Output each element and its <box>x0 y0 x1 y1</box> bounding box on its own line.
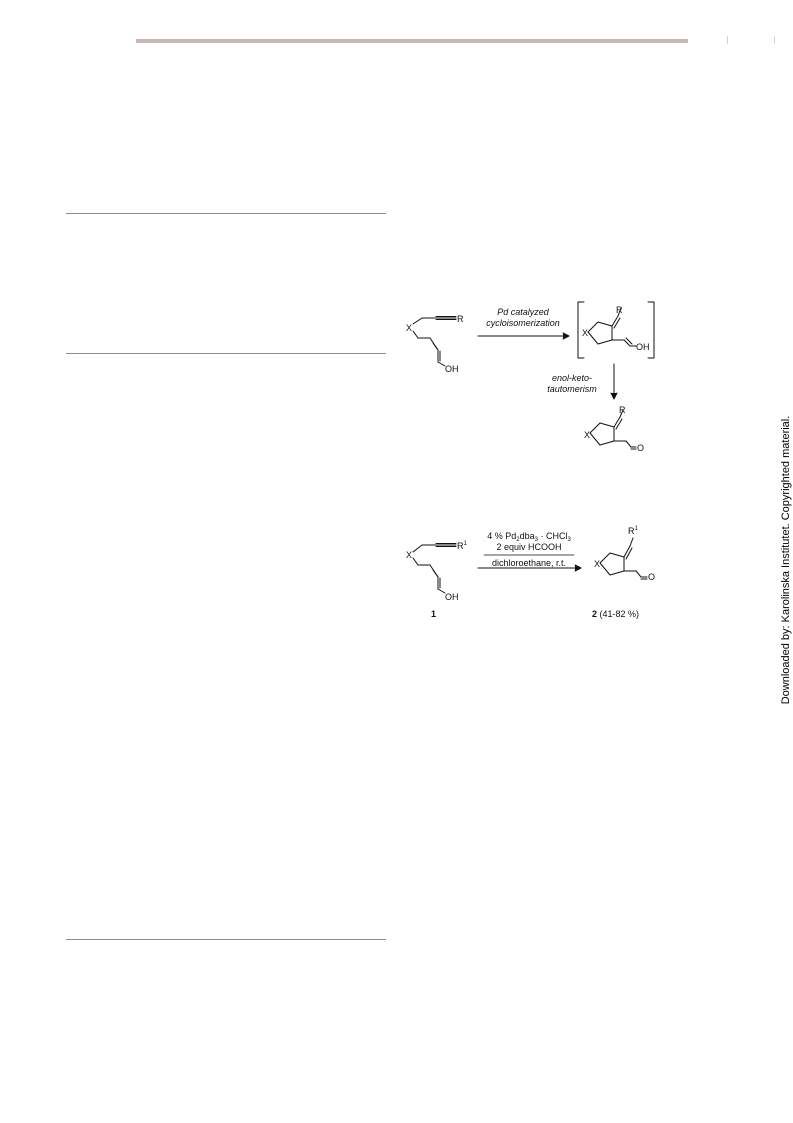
scheme2-substrate <box>413 544 456 594</box>
atom-oh: OH <box>445 592 459 602</box>
condition-acid: 2 equiv HCOOH <box>496 542 562 552</box>
condition-solvent: dichloroethane, r.t. <box>491 558 567 568</box>
atom-r: R <box>616 305 623 315</box>
atom-r1: $R^1$ <box>628 526 638 536</box>
arrow-label-catalysis: Pd catalyzed <box>497 307 549 317</box>
atom-o: O <box>637 443 645 453</box>
compound-2-label: 2 (41-82 %) <box>592 609 640 619</box>
down-label-tautomerism: tautomerism <box>547 384 597 394</box>
atom-oh: OH <box>445 364 459 374</box>
scheme1-substrate <box>413 317 456 367</box>
atom-o: O <box>648 572 656 582</box>
atom-r: R <box>619 405 626 415</box>
scheme2-product <box>600 538 647 579</box>
atom-x: X <box>584 430 591 440</box>
arrow-label-cycloisomerization: cycloisomerization <box>486 318 560 328</box>
condition-catalyst: 4 % $Pd_2dba_3$ · CHCl$_3$ <box>487 531 571 543</box>
atom-x: X <box>582 328 589 338</box>
atom-x: X <box>406 323 413 333</box>
atom-x: X <box>406 550 413 560</box>
scheme1-product <box>590 410 636 449</box>
atom-r: R <box>457 314 464 324</box>
atom-oh: OH <box>636 342 650 352</box>
atom-r1: $R^1$ <box>457 541 467 551</box>
compound-1-label: 1 <box>431 609 437 619</box>
down-label-enol-keto: enol-keto- <box>551 373 593 383</box>
scheme1-intermediate <box>588 308 636 346</box>
atom-x: X <box>594 559 601 569</box>
download-watermark: Downloaded by: Karolinska Institutet. Copyrighted material. <box>780 415 792 705</box>
